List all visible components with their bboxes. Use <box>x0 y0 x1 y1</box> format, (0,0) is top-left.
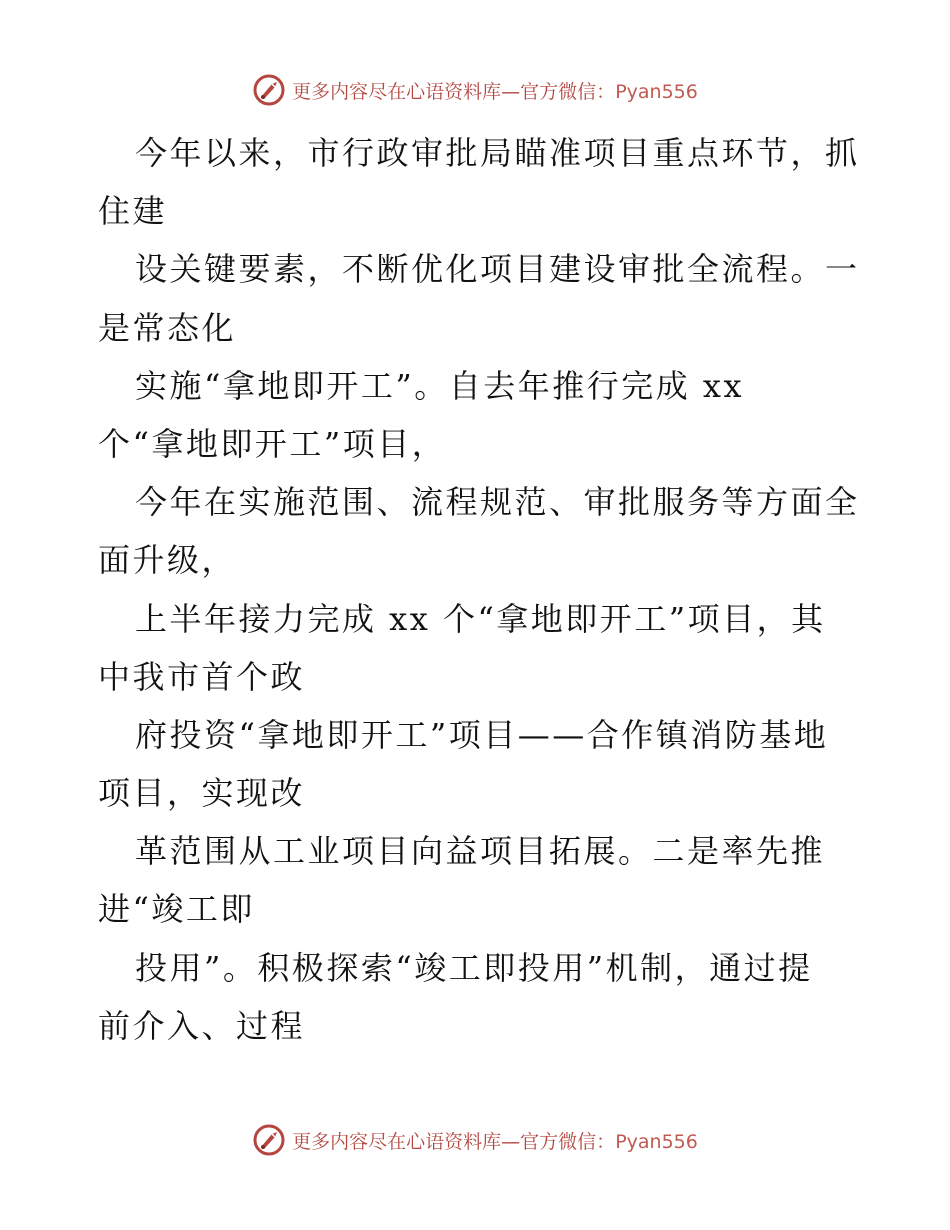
header-watermark-wechat: 官方微信： <box>520 80 616 103</box>
document-line: 今年在实施范围、流程规范、审批服务等方面全 <box>135 483 860 522</box>
footer-watermark-separator: — <box>501 1130 521 1153</box>
footer-watermark-id: Pyan556 <box>615 1130 698 1153</box>
brand-logo-icon <box>252 1123 286 1157</box>
footer-watermark-text <box>292 1127 698 1154</box>
document-line: 前介入、过程 <box>98 1006 306 1045</box>
document-line: 府投资“拿地即开工”项目——合作镇消防基地 <box>135 715 829 754</box>
document-line: 住建 <box>98 192 168 231</box>
header-watermark-id: Pyan556 <box>615 80 698 103</box>
document-line: 面升级， <box>98 541 237 580</box>
document-line: 项目，实现改 <box>98 774 306 813</box>
document-line: 进“竣工即 <box>98 890 255 929</box>
document-line: 投用”。积极探索“竣工即投用”机制，通过提 <box>135 948 813 987</box>
document-line: 上半年接力完成 xx 个“拿地即开工”项目，其 <box>135 599 826 638</box>
document-line: 个“拿地即开工”项目， <box>98 424 447 463</box>
header-watermark <box>0 70 950 110</box>
header-watermark-main: 更多内容尽在心语资料库 <box>292 80 502 103</box>
document-line: 是常态化 <box>98 308 237 347</box>
header-watermark-separator: — <box>501 80 521 103</box>
header-watermark-text <box>292 77 698 104</box>
brand-logo-icon <box>252 73 286 107</box>
footer-watermark-wechat: 官方微信： <box>520 1130 616 1153</box>
footer-watermark-main: 更多内容尽在心语资料库 <box>292 1130 502 1153</box>
document-line: 设关键要素，不断优化项目建设审批全流程。一 <box>135 250 860 289</box>
document-body <box>98 124 858 1055</box>
footer-watermark <box>0 1120 950 1160</box>
document-line: 今年以来，市行政审批局瞄准项目重点环节，抓 <box>135 134 860 172</box>
document-line: 革范围从工业项目向益项目拓展。二是率先推 <box>135 832 826 871</box>
document-line: 实施“拿地即开工”。自去年推行完成 xx <box>135 366 744 405</box>
document-line: 中我市首个政 <box>98 657 306 696</box>
